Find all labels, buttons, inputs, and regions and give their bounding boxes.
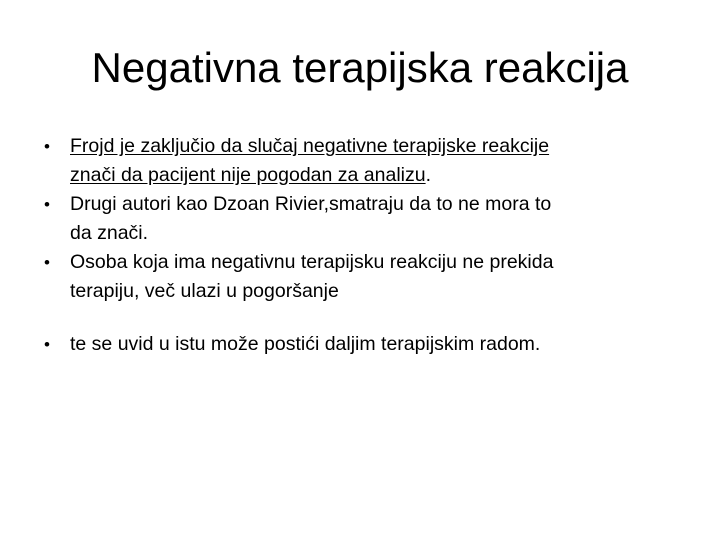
bullet-1-line-2-tail: . xyxy=(425,164,432,186)
bullet-3-line-2: terapiju, več ulazi u pogoršanje xyxy=(70,280,339,302)
bullet-4-line-1: te se uvid u istu može postići daljim terapijskim radom. xyxy=(70,333,541,355)
bullet-list xyxy=(44,132,684,359)
bullet-icon: • xyxy=(44,335,50,354)
bullet-item-1 xyxy=(44,132,684,190)
bullet-icon: • xyxy=(44,195,50,214)
bullet-spacer xyxy=(44,306,684,330)
slide-title: Negativna terapijska reakcija xyxy=(91,44,629,91)
bullet-1-line-2 xyxy=(70,161,684,190)
bullet-item-3 xyxy=(44,248,684,306)
bullet-item-4 xyxy=(44,330,684,359)
bullet-3-line-1: Osoba koja ima negativnu terapijsku reakciju ne prekida xyxy=(70,251,554,273)
bullet-1-line-1: Frojd je zaključio da slučaj negativne terapijske reakcije xyxy=(70,135,550,157)
bullet-1-line-2-underlined: znači da pacijent nije pogodan za analizu xyxy=(70,164,426,186)
bullet-2-line-1: Drugi autori kao Dzoan Rivier,smatraju da to ne mora to xyxy=(70,193,552,215)
bullet-2-line-2: da znači. xyxy=(70,222,149,244)
bullet-icon: • xyxy=(44,253,50,272)
bullet-icon: • xyxy=(44,137,50,156)
bullet-item-2 xyxy=(44,190,684,248)
